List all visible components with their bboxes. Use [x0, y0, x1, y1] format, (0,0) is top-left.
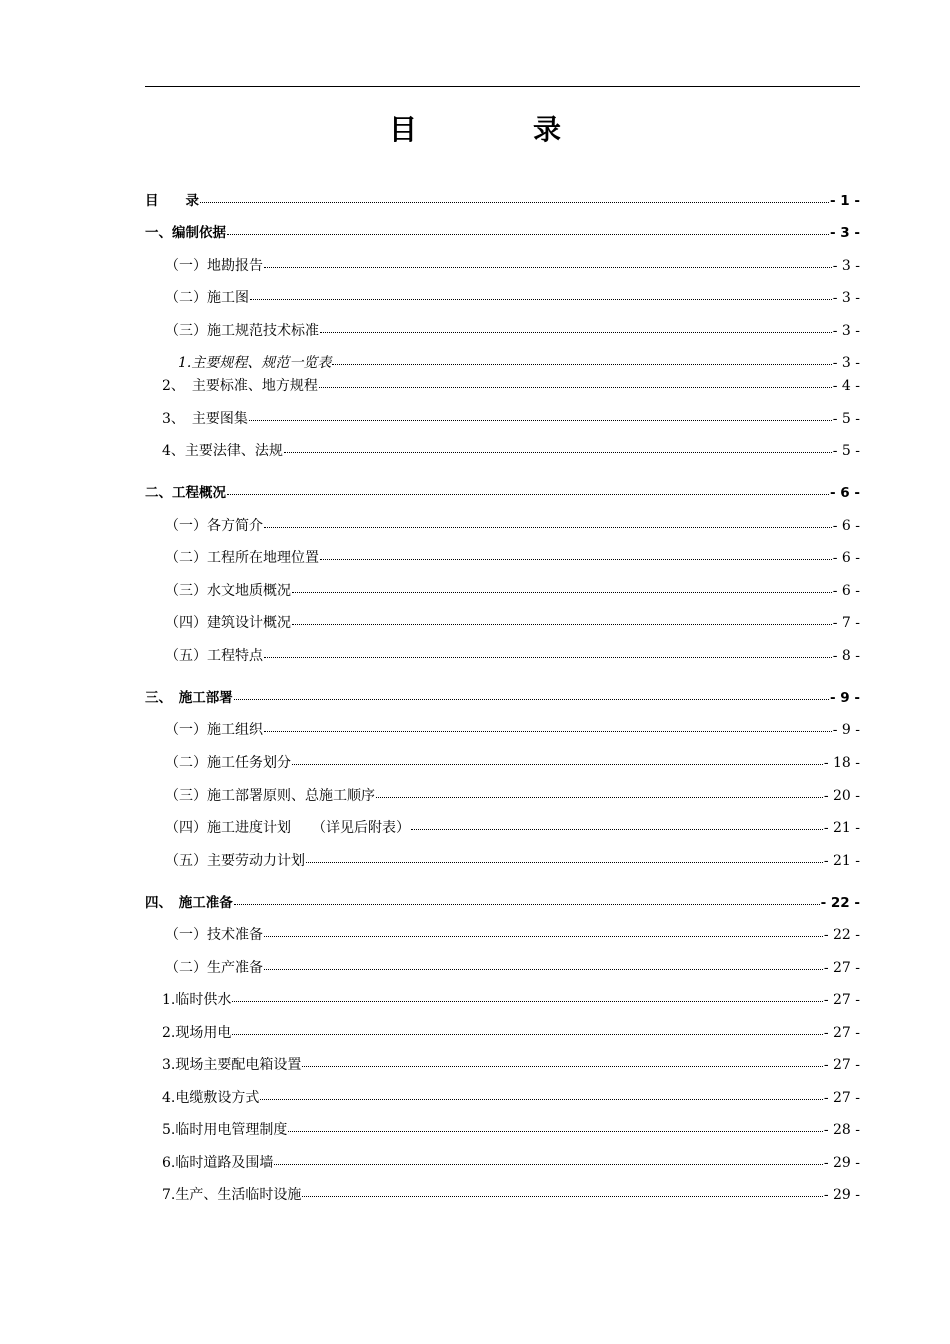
toc-entry-page: - 3 - [832, 323, 860, 339]
toc-entry-label: （二）施工任务划分 [165, 755, 291, 771]
toc-entry[interactable] [165, 256, 860, 276]
toc-entry-page: - 27 - [823, 1090, 860, 1106]
toc-entry[interactable] [165, 613, 860, 633]
toc-dot-leader [200, 202, 829, 203]
toc-entry-page: - 27 - [823, 1057, 860, 1073]
toc-entry-label: 四、 施工准备 [145, 895, 233, 911]
toc-dot-leader [249, 420, 832, 421]
toc-entry[interactable] [165, 321, 860, 341]
page-title: 目 录 [388, 113, 605, 146]
toc-entry-page: - 28 - [823, 1122, 860, 1138]
toc-entry[interactable] [178, 353, 860, 373]
toc-entry-page: - 6 - [832, 550, 860, 566]
toc-entry[interactable] [145, 223, 860, 243]
toc-entry-label: 4、主要法律、法规 [162, 443, 283, 459]
toc-entry-page: - 5 - [832, 411, 860, 427]
toc-entry-label: 7.生产、生活临时设施 [162, 1187, 302, 1203]
toc-entry-page: - 7 - [832, 615, 860, 631]
toc-entry-label: （五）工程特点 [165, 648, 263, 664]
toc-entry[interactable] [165, 851, 860, 871]
toc-dot-leader [264, 527, 832, 528]
toc-dot-leader [302, 1066, 822, 1067]
toc-dot-leader [319, 387, 832, 388]
toc-entry[interactable] [162, 1088, 860, 1108]
toc-entry-page: - 1 - [830, 193, 860, 209]
toc-entry[interactable] [165, 288, 860, 308]
toc-entry[interactable] [162, 1153, 860, 1173]
toc-entry[interactable] [165, 753, 860, 773]
toc-entry-page: - 3 - [832, 258, 860, 274]
toc-entry-page: - 29 - [823, 1155, 860, 1171]
toc-entry-label: 二、工程概况 [145, 485, 226, 501]
toc-entry-label: 6.临时道路及围墙 [162, 1155, 274, 1171]
toc-dot-leader [227, 494, 829, 495]
toc-dot-leader [306, 862, 823, 863]
toc-entry-page: - 27 - [823, 992, 860, 1008]
toc-entry-label: 1.临时供水 [162, 992, 232, 1008]
toc-dot-leader [284, 452, 832, 453]
toc-entry[interactable] [162, 1120, 860, 1140]
toc-entry-page: - 4 - [832, 378, 860, 394]
toc-entry-page: - 9 - [832, 722, 860, 738]
toc-dot-leader [376, 797, 823, 798]
toc-entry[interactable] [162, 441, 860, 461]
toc-entry-label: 5.临时用电管理制度 [162, 1122, 288, 1138]
toc-dot-leader [320, 332, 832, 333]
toc-dot-leader [264, 731, 832, 732]
toc-dot-leader [288, 1131, 822, 1132]
toc-dot-leader [302, 1196, 822, 1197]
toc-dot-leader [264, 267, 832, 268]
toc-entry-page: - 18 - [823, 755, 860, 771]
toc-entry-label: 1.主要规程、规范一览表 [178, 355, 332, 371]
toc-entry-page: - 21 - [823, 853, 860, 869]
toc-entry-page: - 6 - [832, 518, 860, 534]
toc-entry[interactable] [162, 409, 860, 429]
toc-dot-leader [264, 936, 823, 937]
toc-entry[interactable] [145, 191, 860, 211]
toc-entry-label: 3、 主要图集 [162, 411, 248, 427]
toc-entry-label: （三）施工规范技术标准 [165, 323, 319, 339]
toc-entry-label: （二）工程所在地理位置 [165, 550, 319, 566]
toc-entry[interactable] [145, 893, 860, 913]
toc-entry-label: （三）水文地质概况 [165, 583, 291, 599]
toc-entry[interactable] [162, 1055, 860, 1075]
header-rule [145, 86, 860, 87]
toc-entry-page: - 22 - [823, 927, 860, 943]
toc-entry[interactable] [165, 958, 860, 978]
toc-dot-leader [264, 969, 823, 970]
toc-entry[interactable] [162, 990, 860, 1010]
toc-entry-page: - 6 - [832, 583, 860, 599]
toc-entry-label: （五）主要劳动力计划 [165, 853, 305, 869]
toc-entry-label: 3.现场主要配电箱设置 [162, 1057, 302, 1073]
toc-dot-leader [274, 1164, 822, 1165]
toc-entry-label: （二）生产准备 [165, 960, 263, 976]
toc-entry[interactable] [165, 646, 860, 666]
toc-entry-page: - 29 - [823, 1187, 860, 1203]
toc-entry[interactable] [165, 548, 860, 568]
toc-entry-label: 一、编制依据 [145, 225, 226, 241]
toc-entry[interactable] [165, 720, 860, 740]
toc-dot-leader [411, 829, 823, 830]
toc-entry-label: （一）技术准备 [165, 927, 263, 943]
toc-entry-page: - 3 - [832, 290, 860, 306]
toc-dot-leader [260, 1099, 822, 1100]
toc-entry[interactable] [145, 483, 860, 503]
toc-dot-leader [292, 624, 832, 625]
toc-dot-leader [264, 657, 832, 658]
toc-entry-page: - 9 - [830, 690, 860, 706]
toc-entry-page: - 6 - [830, 485, 860, 501]
toc-entry-label: （四）建筑设计概况 [165, 615, 291, 631]
toc-entry-label: 2、 主要标准、地方规程 [162, 378, 318, 394]
toc-dot-leader [234, 904, 820, 905]
toc-dot-leader [292, 764, 823, 765]
toc-entry[interactable] [145, 688, 860, 708]
toc-entry-label: （三）施工部署原则、总施工顺序 [165, 788, 375, 804]
toc-dot-leader [332, 364, 831, 365]
toc-entry-label: （一）各方简介 [165, 518, 263, 534]
toc-entry[interactable] [165, 516, 860, 536]
toc-entry[interactable] [165, 786, 860, 806]
toc-entry-page: - 27 - [823, 960, 860, 976]
toc-entry[interactable] [162, 376, 860, 396]
toc-dot-leader [234, 699, 829, 700]
toc-entry[interactable] [162, 1185, 860, 1205]
toc-dot-leader [227, 234, 829, 235]
toc-entry-page: - 21 - [823, 820, 860, 836]
toc-dot-leader [232, 1034, 822, 1035]
toc-dot-leader [232, 1001, 822, 1002]
toc-entry-page: - 8 - [832, 648, 860, 664]
toc-entry-label: 4.电缆敷设方式 [162, 1090, 260, 1106]
toc-entry-label: （一）地勘报告 [165, 258, 263, 274]
toc-entry-label: 2.现场用电 [162, 1025, 232, 1041]
toc-entry[interactable] [165, 925, 860, 945]
toc-entry[interactable] [162, 1023, 860, 1043]
toc-entry-page: - 3 - [830, 225, 860, 241]
toc-entry-page: - 20 - [823, 788, 860, 804]
toc-dot-leader [250, 299, 832, 300]
toc-entry-page: - 5 - [832, 443, 860, 459]
toc-dot-leader [320, 559, 832, 560]
toc-entry[interactable] [165, 818, 860, 838]
toc-entry-label: （四）施工进度计划 （详见后附表） [165, 820, 410, 836]
toc-entry-label: 目 录 [145, 193, 199, 209]
toc-entry-page: - 3 - [832, 355, 860, 371]
toc-entry-label: 三、 施工部署 [145, 690, 233, 706]
toc-entry-page: - 22 - [820, 895, 860, 911]
toc-dot-leader [292, 592, 832, 593]
toc-entry-page: - 27 - [823, 1025, 860, 1041]
toc-entry-label: （一）施工组织 [165, 722, 263, 738]
toc-entry-label: （二）施工图 [165, 290, 249, 306]
toc-entry[interactable] [165, 581, 860, 601]
